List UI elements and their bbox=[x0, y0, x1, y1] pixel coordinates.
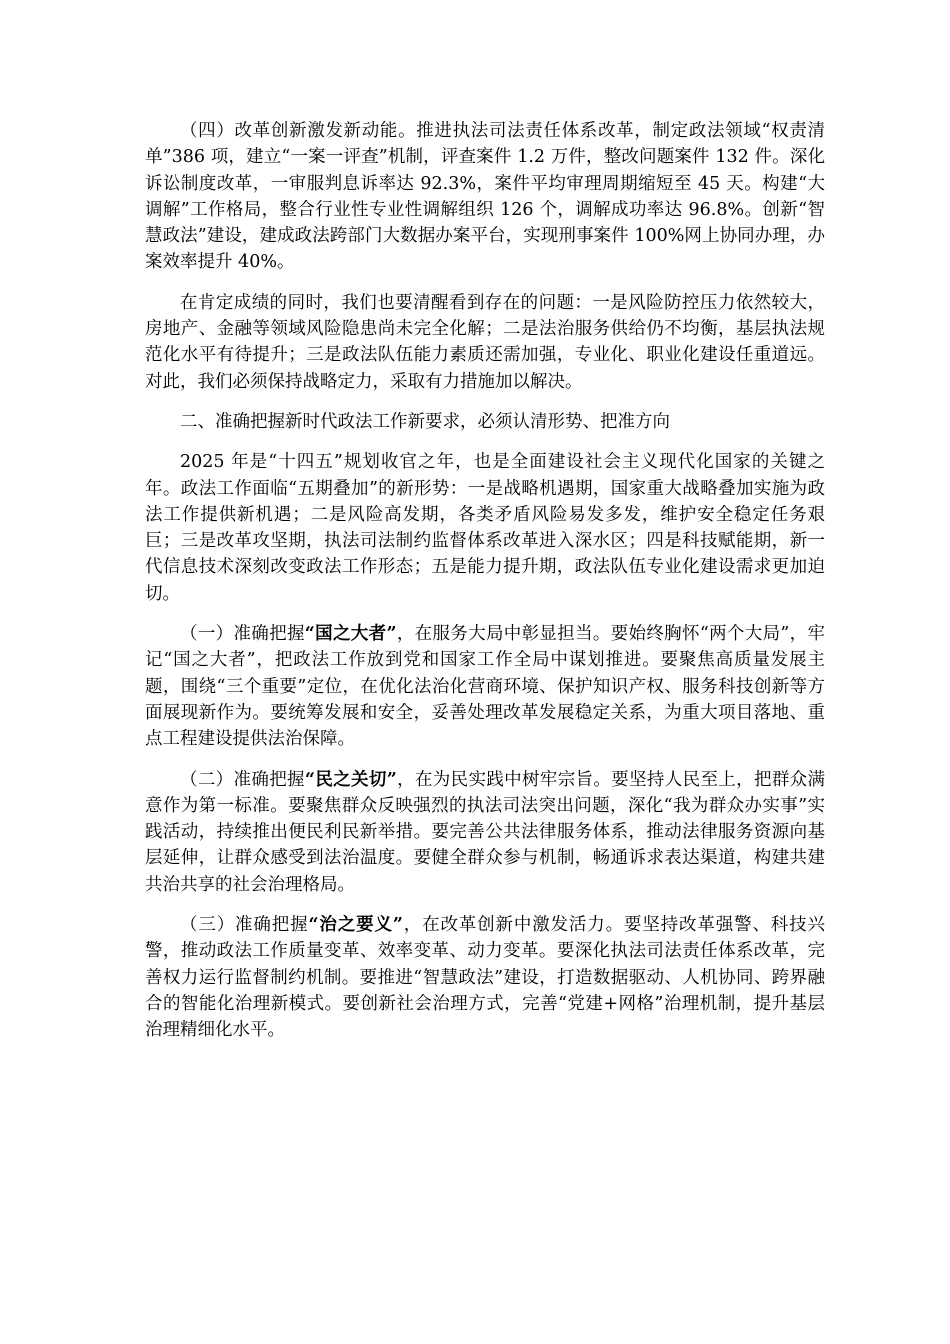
paragraph-point-one bbox=[145, 621, 825, 752]
point-one-lead: （一）准确把握 bbox=[180, 624, 305, 645]
point-three-lead: （三）准确把握 bbox=[180, 915, 309, 936]
paragraph-point-two bbox=[145, 767, 825, 898]
paragraph-situation: 2025 年是“十四五”规划收官之年，也是全面建设社会主义现代化国家的关键之年。政法工作面临“五期叠加”的新形势：一是战略机遇期，国家重大战略叠加实施为政法工作提供新机遇；二是风险高发期，各类矛盾风险易发多发，维护安全稳定任务艰巨；三是改革攻坚期，执法司法制约监督体系改革进入深水区；四是科技赋能期，新一代信息技术深刻改变政法工作形态；五是能力提升期，政法队伍专业化建设需求更加迫切。 bbox=[145, 452, 825, 604]
point-three-keyword: “治之要义” bbox=[308, 915, 403, 936]
point-one-text: ，在服务大局中彰显担当。要始终胸怀“两个大局”，牢记“国之大者”，把政法工作放到党和国家工作全局中谋划推进。要聚焦高质量发展主题，围绕“三个重要”定位，在优化法治化营商环境、保护知识产权、服务科技创新等方面展现新作为。要统筹发展和安全，妥善处理改革发展稳定关系，为重大项目落地、重点工程建设提供法治保障。 bbox=[145, 624, 825, 750]
point-two-lead: （二）准确把握 bbox=[180, 769, 305, 790]
document-page bbox=[145, 118, 825, 1058]
point-three-text: ，在改革创新中激发活力。要坚持改革强警、科技兴警，推动政法工作质量变革、效率变革、动力变革。要深化执法司法责任体系改革，完善权力运行监督制约机制。要推进“智慧政法”建设，打造数据驱动、人机协同、跨界融合的智能化治理新模式。要创新社会治理方式，完善“党建+网格”治理机制，提升基层治理精细化水平。 bbox=[145, 915, 826, 1041]
section-heading-two: 二、准确把握新时代政法工作新要求，必须认清形势、把准方向 bbox=[180, 411, 670, 432]
paragraph-problems: 在肯定成绩的同时，我们也要清醒看到存在的问题：一是风险防控压力依然较大，房地产、金融等领域风险隐患尚未完全化解；二是法治服务供给仍不均衡，基层执法规范化水平有待提升；三是政法队伍能力素质还需加强，专业化、职业化建设任重道远。对此，我们必须保持战略定力，采取有力措施加以解决。 bbox=[145, 292, 825, 392]
point-one-keyword: “国之大者” bbox=[304, 624, 397, 645]
paragraph-reform-innovation: （四）改革创新激发新动能。推进执法司法责任体系改革，制定政法领域“权责清单”386 项，建立“一案一评查”机制，评查案件 1.2 万件，整改问题案件 132 件。深化诉讼制度改革，一审服判息诉率达 92.3%，案件平均审理周期缩短至 45 天。构建“大调解”工作格局，整合行业性专业性调解组织 126 个，调解成功率达 96.8%。创新“智慧政法”建设，建成政法跨部门大数据办案平台，实现刑事案件 100%网上协同办理，办案效率提升 40%。 bbox=[145, 121, 825, 273]
point-two-text: ，在为民实践中树牢宗旨。要坚持人民至上，把群众满意作为第一标准。要聚焦群众反映强烈的执法司法突出问题，深化“我为群众办实事”实践活动，持续推出便民利民新举措。要完善公共法律服务体系，推动法律服务资源向基层延伸，让群众感受到法治温度。要健全群众参与机制，畅通诉求表达渠道，构建共建共治共享的社会治理格局。 bbox=[145, 769, 826, 895]
paragraph-point-three bbox=[145, 912, 825, 1043]
point-two-keyword: “民之关切” bbox=[304, 769, 397, 790]
